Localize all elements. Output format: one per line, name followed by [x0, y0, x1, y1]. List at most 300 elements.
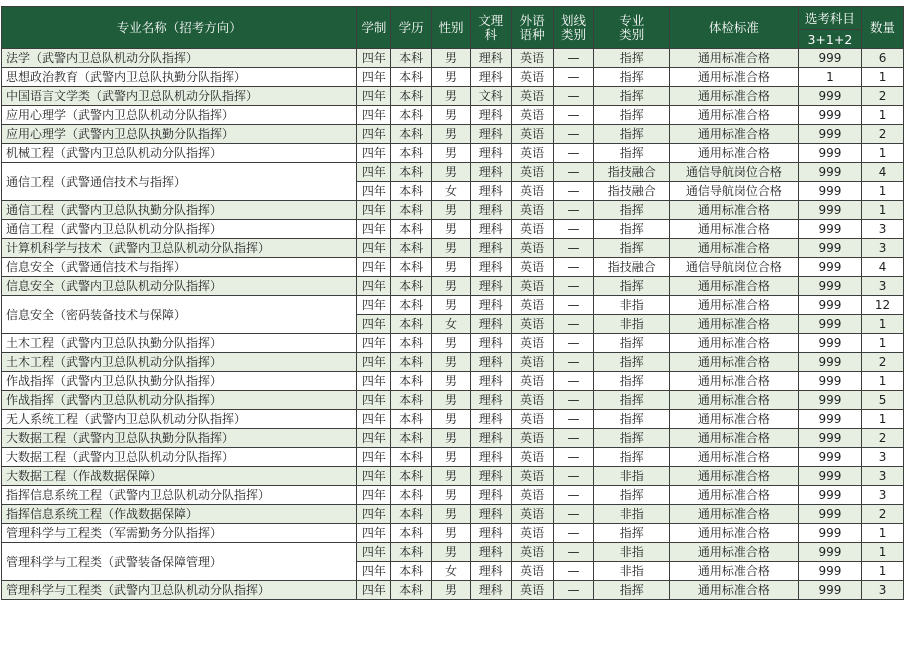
cell-line-category: —	[553, 315, 594, 334]
header-gender: 性别	[432, 7, 471, 49]
cell-line-category: —	[553, 258, 594, 277]
cell-quantity: 5	[862, 391, 904, 410]
cell-degree: 本科	[391, 543, 432, 562]
cell-physical-standard: 通用标准合格	[670, 277, 799, 296]
cell-physical-standard: 通用标准合格	[670, 68, 799, 87]
cell-subjects: 999	[798, 334, 861, 353]
cell-language: 英语	[511, 239, 553, 258]
cell-physical-standard: 通用标准合格	[670, 334, 799, 353]
cell-gender: 男	[432, 486, 471, 505]
cell-line-category: —	[553, 467, 594, 486]
header-language-line2: 语种	[519, 26, 545, 42]
cell-arts-science: 理科	[470, 334, 511, 353]
cell-major-category: 指挥	[594, 448, 670, 467]
cell-gender: 男	[432, 448, 471, 467]
cell-physical-standard: 通用标准合格	[670, 562, 799, 581]
cell-subjects: 999	[798, 562, 861, 581]
cell-duration: 四年	[357, 201, 391, 220]
header-subjects-sub: 3+1+2	[798, 30, 861, 49]
cell-line-category: —	[553, 505, 594, 524]
cell-degree: 本科	[391, 410, 432, 429]
cell-major-category: 指挥	[594, 220, 670, 239]
cell-line-category: —	[553, 182, 594, 201]
cell-duration: 四年	[357, 182, 391, 201]
cell-gender: 男	[432, 125, 471, 144]
header-major-category	[594, 7, 670, 49]
cell-major-category: 指挥	[594, 581, 670, 600]
cell-major-name: 机械工程（武警内卫总队机动分队指挥）	[2, 144, 357, 163]
cell-major-category: 指技融合	[594, 182, 670, 201]
cell-line-category: —	[553, 277, 594, 296]
cell-degree: 本科	[391, 182, 432, 201]
table-row	[2, 258, 904, 277]
cell-major-category: 指挥	[594, 524, 670, 543]
cell-physical-standard: 通用标准合格	[670, 296, 799, 315]
cell-major-category: 指挥	[594, 486, 670, 505]
cell-language: 英语	[511, 277, 553, 296]
table-row	[2, 391, 904, 410]
cell-duration: 四年	[357, 410, 391, 429]
cell-subjects: 999	[798, 220, 861, 239]
cell-line-category: —	[553, 296, 594, 315]
cell-quantity: 1	[862, 201, 904, 220]
cell-duration: 四年	[357, 144, 391, 163]
table-row	[2, 334, 904, 353]
cell-arts-science: 文科	[470, 87, 511, 106]
cell-language: 英语	[511, 391, 553, 410]
cell-degree: 本科	[391, 87, 432, 106]
cell-degree: 本科	[391, 505, 432, 524]
cell-duration: 四年	[357, 163, 391, 182]
cell-language: 英语	[511, 410, 553, 429]
cell-language: 英语	[511, 467, 553, 486]
cell-major-category: 非指	[594, 467, 670, 486]
cell-arts-science: 理科	[470, 182, 511, 201]
cell-physical-standard: 通用标准合格	[670, 505, 799, 524]
cell-physical-standard: 通用标准合格	[670, 353, 799, 372]
table-row	[2, 372, 904, 391]
cell-quantity: 2	[862, 353, 904, 372]
cell-physical-standard: 通用标准合格	[670, 581, 799, 600]
cell-quantity: 1	[862, 372, 904, 391]
cell-line-category: —	[553, 372, 594, 391]
cell-gender: 男	[432, 87, 471, 106]
cell-major-name: 通信工程（武警内卫总队执勤分队指挥）	[2, 201, 357, 220]
cell-language: 英语	[511, 581, 553, 600]
cell-subjects: 999	[798, 524, 861, 543]
cell-line-category: —	[553, 410, 594, 429]
cell-major-category: 指技融合	[594, 163, 670, 182]
cell-quantity: 1	[862, 334, 904, 353]
cell-gender: 男	[432, 106, 471, 125]
header-line-category-line2: 类别	[561, 26, 587, 42]
table-row	[2, 220, 904, 239]
cell-gender: 男	[432, 505, 471, 524]
table-header	[2, 7, 904, 49]
cell-quantity: 1	[862, 182, 904, 201]
cell-duration: 四年	[357, 524, 391, 543]
cell-language: 英语	[511, 429, 553, 448]
table-row	[2, 448, 904, 467]
cell-quantity: 12	[862, 296, 904, 315]
header-physical-standard: 体检标准	[670, 7, 799, 49]
cell-gender: 女	[432, 315, 471, 334]
cell-gender: 男	[432, 144, 471, 163]
cell-physical-standard: 通用标准合格	[670, 372, 799, 391]
table-row	[2, 353, 904, 372]
cell-duration: 四年	[357, 125, 391, 144]
cell-language: 英语	[511, 182, 553, 201]
cell-subjects: 999	[798, 106, 861, 125]
cell-arts-science: 理科	[470, 296, 511, 315]
cell-line-category: —	[553, 353, 594, 372]
cell-quantity: 3	[862, 448, 904, 467]
cell-major-category: 指挥	[594, 353, 670, 372]
cell-major-name: 信息安全（武警内卫总队机动分队指挥）	[2, 277, 357, 296]
cell-degree: 本科	[391, 391, 432, 410]
cell-degree: 本科	[391, 49, 432, 68]
cell-major-category: 指挥	[594, 68, 670, 87]
header-degree: 学历	[391, 7, 432, 49]
cell-subjects: 999	[798, 258, 861, 277]
cell-major-name: 指挥信息系统工程（作战数据保障）	[2, 505, 357, 524]
cell-line-category: —	[553, 524, 594, 543]
cell-arts-science: 理科	[470, 163, 511, 182]
cell-quantity: 3	[862, 467, 904, 486]
header-line-category-line1: 划线	[561, 12, 587, 28]
cell-major-category: 非指	[594, 505, 670, 524]
cell-duration: 四年	[357, 372, 391, 391]
cell-quantity: 4	[862, 258, 904, 277]
cell-physical-standard: 通用标准合格	[670, 201, 799, 220]
cell-major-category: 指挥	[594, 201, 670, 220]
cell-major-name: 法学（武警内卫总队机动分队指挥）	[2, 49, 357, 68]
cell-degree: 本科	[391, 315, 432, 334]
cell-physical-standard: 通用标准合格	[670, 391, 799, 410]
cell-subjects: 999	[798, 505, 861, 524]
cell-major-category: 指挥	[594, 49, 670, 68]
cell-subjects: 999	[798, 296, 861, 315]
cell-language: 英语	[511, 258, 553, 277]
cell-line-category: —	[553, 68, 594, 87]
cell-gender: 男	[432, 524, 471, 543]
cell-major-category: 指技融合	[594, 258, 670, 277]
cell-subjects: 999	[798, 87, 861, 106]
table-row	[2, 429, 904, 448]
cell-subjects: 999	[798, 448, 861, 467]
cell-major-category: 非指	[594, 296, 670, 315]
cell-line-category: —	[553, 581, 594, 600]
cell-subjects: 999	[798, 144, 861, 163]
cell-line-category: —	[553, 448, 594, 467]
table-row	[2, 144, 904, 163]
cell-subjects: 999	[798, 182, 861, 201]
cell-degree: 本科	[391, 144, 432, 163]
admissions-table-container	[1, 6, 904, 600]
cell-language: 英语	[511, 448, 553, 467]
cell-degree: 本科	[391, 106, 432, 125]
cell-arts-science: 理科	[470, 106, 511, 125]
cell-arts-science: 理科	[470, 220, 511, 239]
cell-quantity: 3	[862, 239, 904, 258]
cell-quantity: 1	[862, 524, 904, 543]
cell-major-category: 指挥	[594, 429, 670, 448]
cell-degree: 本科	[391, 524, 432, 543]
table-row	[2, 410, 904, 429]
header-language-line1: 外语	[519, 12, 545, 28]
cell-major-name: 作战指挥（武警内卫总队执勤分队指挥）	[2, 372, 357, 391]
cell-duration: 四年	[357, 562, 391, 581]
cell-line-category: —	[553, 562, 594, 581]
cell-quantity: 2	[862, 87, 904, 106]
cell-quantity: 3	[862, 486, 904, 505]
cell-major-category: 指挥	[594, 410, 670, 429]
cell-duration: 四年	[357, 220, 391, 239]
cell-major-name: 作战指挥（武警内卫总队机动分队指挥）	[2, 391, 357, 410]
cell-degree: 本科	[391, 562, 432, 581]
cell-quantity: 4	[862, 163, 904, 182]
cell-line-category: —	[553, 543, 594, 562]
header-duration: 学制	[357, 7, 391, 49]
cell-duration: 四年	[357, 429, 391, 448]
cell-major-category: 非指	[594, 562, 670, 581]
cell-arts-science: 理科	[470, 467, 511, 486]
cell-quantity: 3	[862, 581, 904, 600]
cell-physical-standard: 通信导航岗位合格	[670, 258, 799, 277]
cell-subjects: 999	[798, 372, 861, 391]
cell-quantity: 2	[862, 429, 904, 448]
cell-quantity: 1	[862, 410, 904, 429]
cell-major-category: 指挥	[594, 106, 670, 125]
table-row	[2, 106, 904, 125]
cell-gender: 男	[432, 49, 471, 68]
cell-physical-standard: 通用标准合格	[670, 467, 799, 486]
table-row	[2, 296, 904, 315]
cell-duration: 四年	[357, 391, 391, 410]
cell-subjects: 1	[798, 68, 861, 87]
cell-duration: 四年	[357, 106, 391, 125]
cell-physical-standard: 通信导航岗位合格	[670, 182, 799, 201]
cell-gender: 男	[432, 581, 471, 600]
cell-duration: 四年	[357, 543, 391, 562]
cell-arts-science: 理科	[470, 372, 511, 391]
cell-physical-standard: 通用标准合格	[670, 49, 799, 68]
cell-degree: 本科	[391, 353, 432, 372]
cell-major-name: 大数据工程（武警内卫总队执勤分队指挥）	[2, 429, 357, 448]
cell-line-category: —	[553, 486, 594, 505]
header-subjects: 选考科目	[798, 7, 861, 30]
cell-subjects: 999	[798, 391, 861, 410]
cell-duration: 四年	[357, 315, 391, 334]
table-row	[2, 87, 904, 106]
cell-gender: 男	[432, 163, 471, 182]
cell-duration: 四年	[357, 277, 391, 296]
cell-arts-science: 理科	[470, 277, 511, 296]
cell-line-category: —	[553, 49, 594, 68]
cell-physical-standard: 通用标准合格	[670, 524, 799, 543]
cell-degree: 本科	[391, 334, 432, 353]
cell-major-name: 指挥信息系统工程（武警内卫总队机动分队指挥）	[2, 486, 357, 505]
cell-degree: 本科	[391, 448, 432, 467]
header-major-category-line2: 类别	[619, 26, 645, 42]
cell-major-category: 指挥	[594, 144, 670, 163]
table-row	[2, 486, 904, 505]
cell-major-category: 非指	[594, 543, 670, 562]
cell-degree: 本科	[391, 239, 432, 258]
cell-physical-standard: 通用标准合格	[670, 144, 799, 163]
cell-major-name: 应用心理学（武警内卫总队机动分队指挥）	[2, 106, 357, 125]
cell-physical-standard: 通信导航岗位合格	[670, 163, 799, 182]
cell-gender: 男	[432, 296, 471, 315]
cell-arts-science: 理科	[470, 391, 511, 410]
cell-degree: 本科	[391, 581, 432, 600]
cell-language: 英语	[511, 87, 553, 106]
cell-degree: 本科	[391, 486, 432, 505]
table-row	[2, 68, 904, 87]
cell-degree: 本科	[391, 201, 432, 220]
cell-subjects: 999	[798, 353, 861, 372]
table-row	[2, 277, 904, 296]
cell-gender: 男	[432, 467, 471, 486]
cell-major-name: 信息安全（武警通信技术与指挥）	[2, 258, 357, 277]
cell-arts-science: 理科	[470, 448, 511, 467]
cell-gender: 男	[432, 239, 471, 258]
cell-gender: 男	[432, 277, 471, 296]
cell-arts-science: 理科	[470, 429, 511, 448]
cell-quantity: 1	[862, 144, 904, 163]
table-row	[2, 467, 904, 486]
table-row	[2, 163, 904, 182]
cell-subjects: 999	[798, 125, 861, 144]
cell-language: 英语	[511, 163, 553, 182]
cell-major-category: 指挥	[594, 372, 670, 391]
cell-major-name: 思想政治教育（武警内卫总队执勤分队指挥）	[2, 68, 357, 87]
table-row	[2, 543, 904, 562]
cell-arts-science: 理科	[470, 486, 511, 505]
cell-subjects: 999	[798, 277, 861, 296]
cell-duration: 四年	[357, 239, 391, 258]
cell-arts-science: 理科	[470, 49, 511, 68]
cell-language: 英语	[511, 125, 553, 144]
cell-arts-science: 理科	[470, 562, 511, 581]
header-major-category-line1: 专业	[619, 12, 645, 28]
cell-major-name: 大数据工程（武警内卫总队机动分队指挥）	[2, 448, 357, 467]
cell-physical-standard: 通用标准合格	[670, 486, 799, 505]
cell-quantity: 1	[862, 543, 904, 562]
cell-arts-science: 理科	[470, 581, 511, 600]
cell-quantity: 1	[862, 106, 904, 125]
cell-language: 英语	[511, 296, 553, 315]
cell-physical-standard: 通用标准合格	[670, 429, 799, 448]
cell-major-name: 管理科学与工程类（武警内卫总队机动分队指挥）	[2, 581, 357, 600]
cell-duration: 四年	[357, 581, 391, 600]
cell-arts-science: 理科	[470, 543, 511, 562]
cell-major-name: 通信工程（武警内卫总队机动分队指挥）	[2, 220, 357, 239]
table-row	[2, 239, 904, 258]
cell-subjects: 999	[798, 315, 861, 334]
cell-line-category: —	[553, 429, 594, 448]
cell-language: 英语	[511, 543, 553, 562]
cell-gender: 女	[432, 182, 471, 201]
cell-duration: 四年	[357, 448, 391, 467]
header-language	[511, 7, 553, 49]
cell-line-category: —	[553, 163, 594, 182]
header-arts-science-line1: 文理	[478, 12, 504, 28]
cell-quantity: 2	[862, 505, 904, 524]
cell-degree: 本科	[391, 68, 432, 87]
cell-major-category: 指挥	[594, 391, 670, 410]
cell-arts-science: 理科	[470, 68, 511, 87]
cell-language: 英语	[511, 201, 553, 220]
cell-duration: 四年	[357, 486, 391, 505]
header-arts-science	[470, 7, 511, 49]
cell-arts-science: 理科	[470, 201, 511, 220]
cell-physical-standard: 通用标准合格	[670, 220, 799, 239]
cell-arts-science: 理科	[470, 524, 511, 543]
cell-language: 英语	[511, 353, 553, 372]
cell-language: 英语	[511, 49, 553, 68]
cell-gender: 男	[432, 334, 471, 353]
cell-quantity: 6	[862, 49, 904, 68]
cell-gender: 男	[432, 410, 471, 429]
cell-major-name: 土木工程（武警内卫总队机动分队指挥）	[2, 353, 357, 372]
cell-major-name: 管理科学与工程类（军需勤务分队指挥）	[2, 524, 357, 543]
cell-arts-science: 理科	[470, 505, 511, 524]
cell-major-category: 指挥	[594, 334, 670, 353]
header-name: 专业名称（招考方向）	[2, 7, 357, 49]
cell-subjects: 999	[798, 581, 861, 600]
cell-line-category: —	[553, 144, 594, 163]
cell-degree: 本科	[391, 125, 432, 144]
cell-gender: 男	[432, 201, 471, 220]
cell-degree: 本科	[391, 429, 432, 448]
cell-gender: 男	[432, 429, 471, 448]
table-row	[2, 505, 904, 524]
cell-gender: 男	[432, 68, 471, 87]
cell-duration: 四年	[357, 258, 391, 277]
cell-physical-standard: 通用标准合格	[670, 87, 799, 106]
cell-physical-standard: 通用标准合格	[670, 315, 799, 334]
table-row	[2, 581, 904, 600]
cell-language: 英语	[511, 315, 553, 334]
header-line-category	[553, 7, 594, 49]
table-row	[2, 201, 904, 220]
cell-line-category: —	[553, 125, 594, 144]
table-row	[2, 49, 904, 68]
cell-language: 英语	[511, 144, 553, 163]
cell-arts-science: 理科	[470, 125, 511, 144]
cell-major-category: 非指	[594, 315, 670, 334]
cell-major-name: 土木工程（武警内卫总队执勤分队指挥）	[2, 334, 357, 353]
cell-line-category: —	[553, 239, 594, 258]
cell-line-category: —	[553, 87, 594, 106]
cell-duration: 四年	[357, 353, 391, 372]
cell-subjects: 999	[798, 201, 861, 220]
cell-major-category: 指挥	[594, 277, 670, 296]
cell-gender: 男	[432, 372, 471, 391]
cell-language: 英语	[511, 562, 553, 581]
cell-major-name: 计算机科学与技术（武警内卫总队机动分队指挥）	[2, 239, 357, 258]
cell-major-name: 通信工程（武警通信技术与指挥）	[2, 163, 357, 201]
cell-line-category: —	[553, 201, 594, 220]
cell-arts-science: 理科	[470, 315, 511, 334]
cell-duration: 四年	[357, 334, 391, 353]
table-row	[2, 524, 904, 543]
cell-physical-standard: 通用标准合格	[670, 543, 799, 562]
cell-degree: 本科	[391, 258, 432, 277]
cell-line-category: —	[553, 391, 594, 410]
cell-arts-science: 理科	[470, 258, 511, 277]
